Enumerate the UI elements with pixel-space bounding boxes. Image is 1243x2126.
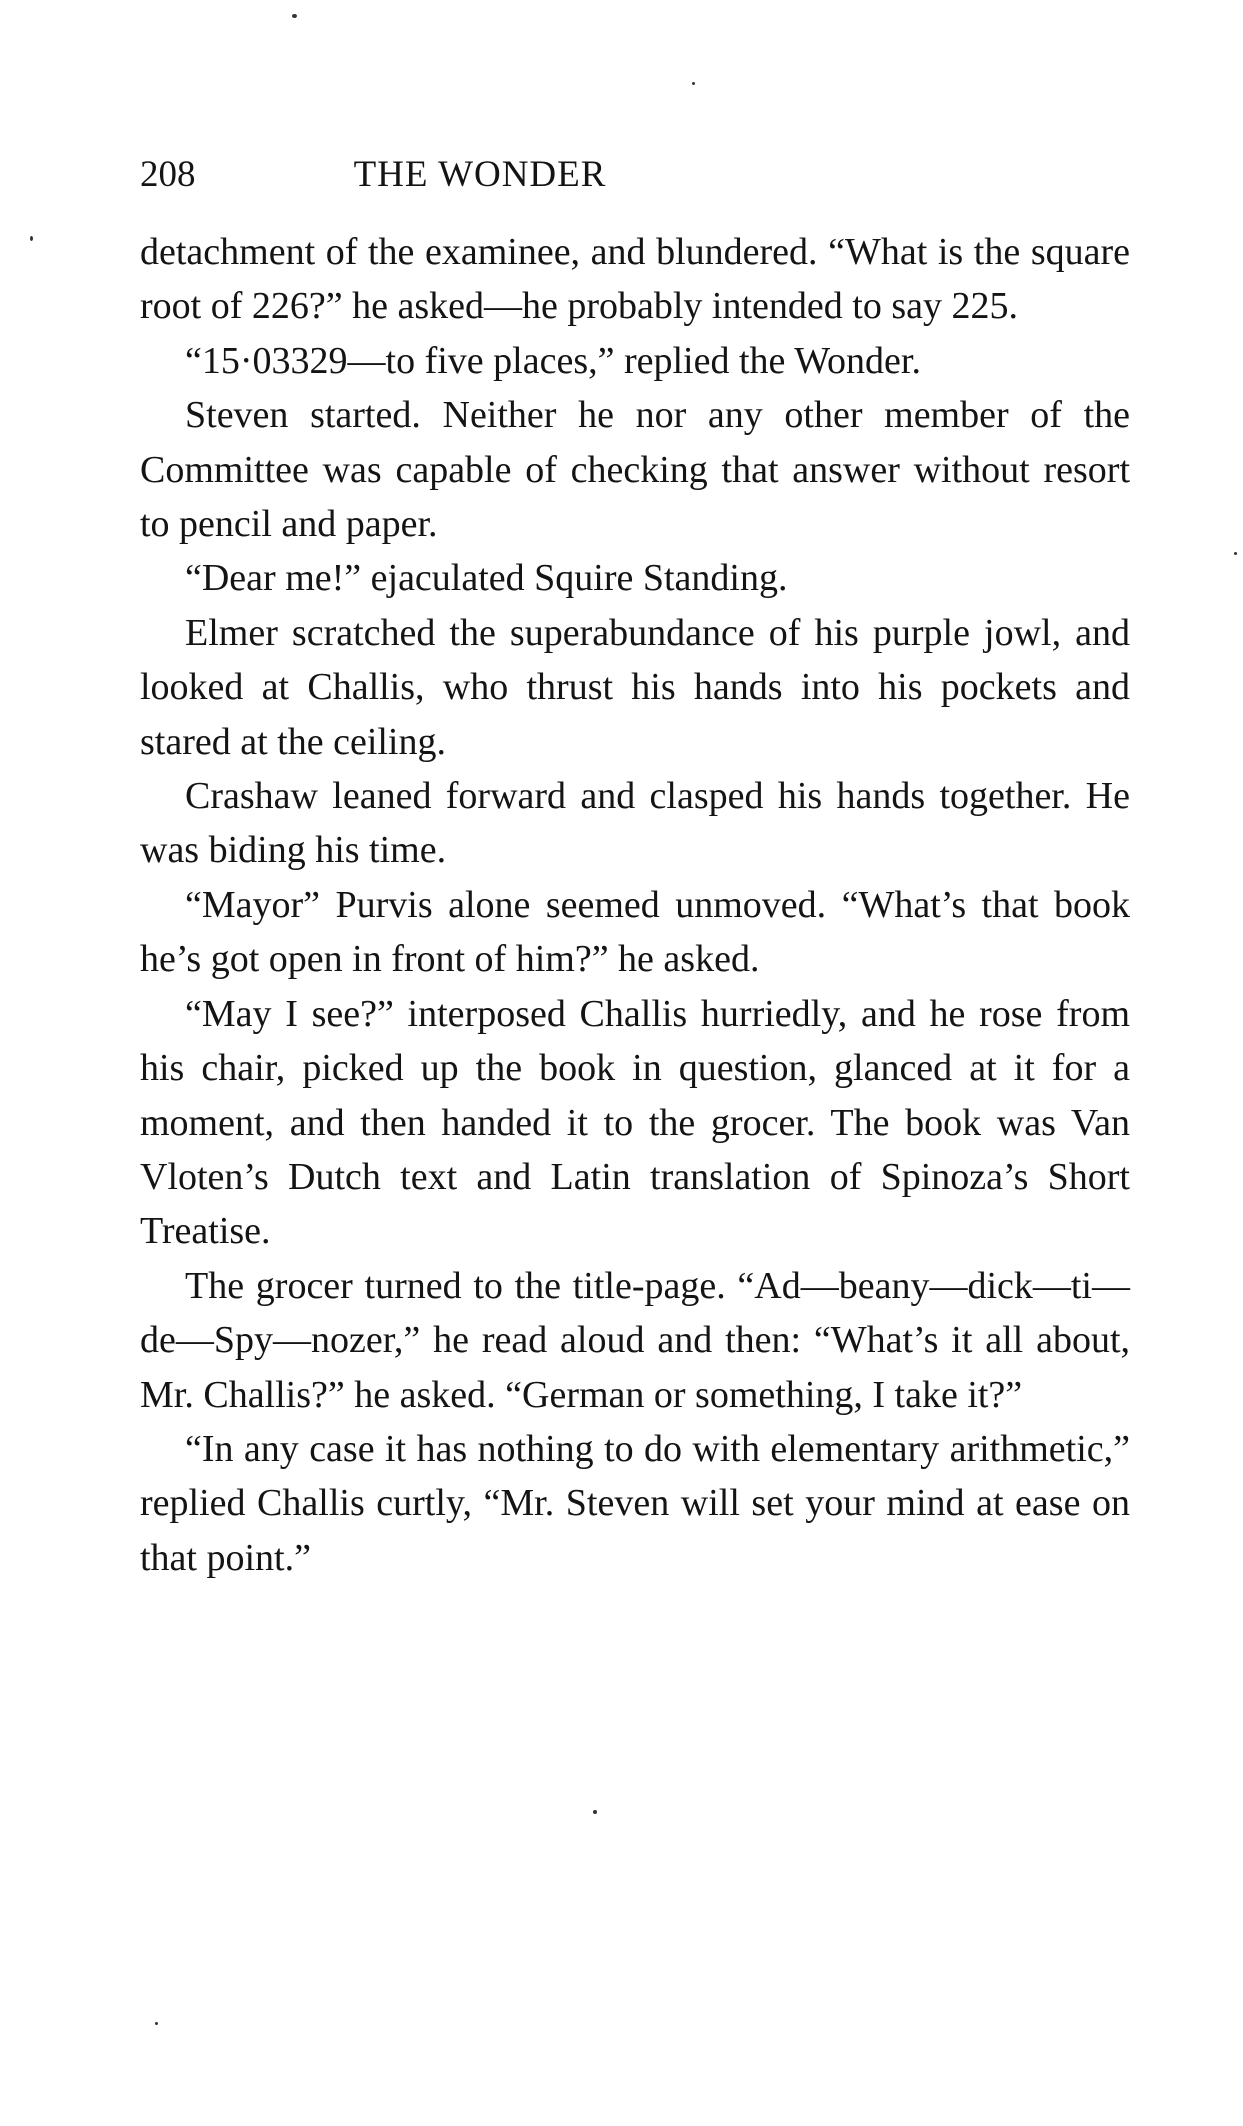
paragraph: “May I see?” interposed Challis hurriedly, and he rose from his chair, picked up the book in question, glanced at it for a moment, and then handed it to the grocer. The book was Van Vloten’s Dutch text and Latin translation of Spinoza’s Short Treatise. (140, 992, 1130, 1253)
paragraph: “15·03329—to five places,” replied the Wonder. (185, 339, 921, 382)
body-text (140, 225, 1130, 1585)
running-title: THE WONDER (353, 154, 607, 195)
page-number: 208 (140, 154, 196, 195)
paragraph: “In any case it has nothing to do with elementary arithmetic,” replied Challis curtly, “Mr. Steven will set your mind at ease on that point.” (140, 1427, 1130, 1579)
running-head (140, 150, 1130, 200)
paragraph: detachment of the examinee, and blundered. “What is the square root of 226?” he asked—he probably intended to say 225. (140, 231, 1130, 328)
scan-speck (1234, 552, 1237, 555)
paragraph: “Mayor” Purvis alone seemed unmoved. “What’s that book he’s got open in front of him?” he asked. (140, 883, 1130, 981)
paragraph: The grocer turned to the title-page. “Ad—beany—dick—ti—de—Spy—nozer,” he read aloud and then: “What’s it all about, Mr. Challis?” he asked. “German or something, I take it?” (140, 1264, 1130, 1416)
scan-speck (30, 236, 33, 241)
paragraph: Steven started. Neither he nor any other member of the Committee was capable of checking that answer without resort to pencil and paper. (140, 394, 1130, 546)
scan-speck (292, 14, 297, 18)
paragraph: “Dear me!” ejaculated Squire Standing. (185, 557, 788, 600)
scan-speck (155, 2022, 158, 2025)
scan-speck (692, 82, 695, 85)
paragraph: Crashaw leaned forward and clasped his hands together. He was biding his time. (140, 775, 1130, 872)
paragraph: Elmer scratched the superabundance of his purple jowl, and looked at Challis, who thrust his hands into his pockets and stared at the ceiling. (140, 611, 1130, 763)
scan-speck (593, 1810, 597, 1814)
